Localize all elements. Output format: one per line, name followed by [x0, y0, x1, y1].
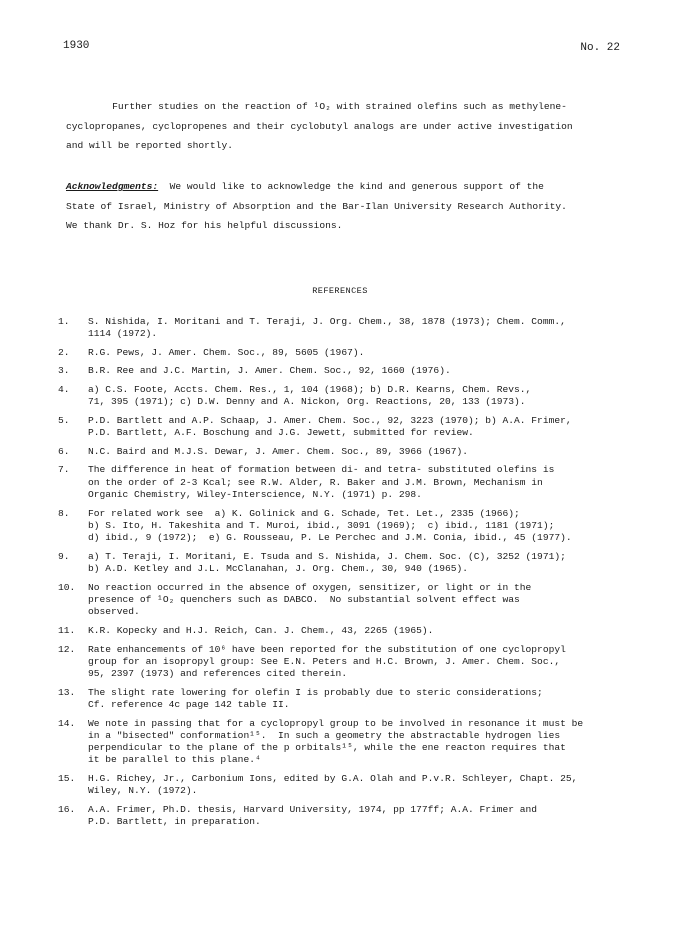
reference-text: H.G. Richey, Jr., Carbonium Ions, edited by G.A. Olah and P.v.R. Schleyer, Chapt. 25, Wiley, N.Y. (1972). [88, 773, 578, 797]
reference-number: 7. [58, 464, 70, 476]
reference-number: 8. [58, 507, 70, 519]
reference-item [58, 582, 618, 619]
reference-item [58, 365, 618, 377]
reference-number: 2. [58, 346, 70, 358]
issue-number: No. 22 [580, 42, 620, 54]
reference-number: 15. [58, 773, 76, 785]
intro-paragraph: Further studies on the reaction of ¹O₂ with strained olefins such as methylene- cyclopropanes, cyclopropenes and their cyclobutyl analogs are under active investigation and will be reported shortly. [66, 101, 573, 151]
reference-item [58, 446, 618, 458]
reference-number: 10. [58, 581, 76, 593]
reference-number: 13. [58, 686, 76, 698]
reference-text: K.R. Kopecky and H.J. Reich, Can. J. Chem., 43, 2265 (1965). [88, 624, 434, 636]
reference-text: B.R. Ree and J.C. Martin, J. Amer. Chem. Soc., 92, 1660 (1976). [88, 365, 451, 377]
reference-item [58, 508, 618, 545]
reference-number: 16. [58, 803, 76, 815]
reference-number: 4. [58, 384, 70, 396]
reference-text: The slight rate lowering for olefin I is probably due to steric considerations; Cf. reference 4c page 142 table II. [88, 686, 543, 710]
reference-text: We note in passing that for a cyclopropyl group to be involved in resonance it must be in a "bisected" conformation¹⁵. In such a geometry the abstractable hydrogen lies perpendicular to the plane of the p orbitals¹⁵, while the ene reacton requires that it be parallel to this plane.⁴ [88, 717, 584, 766]
page-number: 1930 [63, 40, 90, 52]
reference-text: a) C.S. Foote, Accts. Chem. Res., 1, 104 (1968); b) D.R. Kearns, Chem. Revs., 71, 395 (1971); c) D.W. Denny and A. Nickon, Org. Reactions, 20, 133 (1973). [88, 384, 532, 408]
reference-item [58, 384, 618, 409]
reference-item [58, 718, 618, 767]
reference-text: The difference in heat of formation between di- and tetra- substituted olefins is on the order of 2-3 Kcal; see R.W. Alder, R. Baker and J.M. Brown, Mechanism in Organic Chemistry, Wiley-Interscience, N.Y. (1971) p. 298. [88, 464, 555, 501]
reference-text: A.A. Frimer, Ph.D. thesis, Harvard University, 1974, pp 177ff; A.A. Frimer and P.D. Bartlett, in preparation. [88, 803, 538, 828]
reference-item [58, 551, 618, 576]
reference-item [58, 415, 618, 440]
reference-text: R.G. Pews, J. Amer. Chem. Soc., 89, 5605 (1967). [88, 346, 365, 358]
reference-number: 3. [58, 365, 70, 377]
reference-item [58, 347, 618, 359]
reference-item [58, 316, 618, 341]
reference-number: 5. [58, 414, 70, 426]
references-list [58, 316, 618, 835]
reference-text: S. Nishida, I. Moritani and T. Teraji, J. Org. Chem., 38, 1878 (1973); Chem. Comm., 1114 (1972). [88, 316, 566, 340]
reference-text: a) T. Teraji, I. Moritani, E. Tsuda and S. Nishida, J. Chem. Soc. (C), 3252 (1971); b) A.D. Ketley and J.L. McClanahan, J. Org. Chem., 30, 940 (1965). [88, 550, 566, 575]
reference-text: Rate enhancements of 10⁶ have been reported for the substitution of one cyclopropyl group for an isopropyl group: See E.N. Peters and H.C. Brown, J. Amer. Chem. Soc., 95, 2397 (1973) and references cited therein. [88, 643, 566, 680]
reference-number: 11. [58, 624, 76, 636]
reference-number: 9. [58, 550, 70, 562]
reference-number: 1. [58, 316, 70, 327]
reference-item [58, 773, 618, 798]
acknowledgments-text: We would like to acknowledge the kind and generous support of the State of Israel, Ministry of Absorption and the Bar-Ilan University Research Authority. We thank Dr. S. Hoz for his helpful discussions. [66, 181, 567, 231]
reference-text: N.C. Baird and M.J.S. Dewar, J. Amer. Chem. Soc., 89, 3966 (1967). [88, 445, 468, 457]
reference-text: For related work see a) K. Golinick and G. Schade, Tet. Let., 2335 (1966); b) S. Ito, H. Takeshita and T. Muroi, ibid., 3091 (1969); c) ibid., 1181 (1971); d) ibid., 9 (1972); e) G. Rousseau, P. Le Perchec and J.M. Conia, ibid., 45 (1977). [88, 507, 572, 544]
references-heading: REFERENCES [312, 286, 368, 296]
reference-text: No reaction occurred in the absence of oxygen, sensitizer, or light or in the presence of ¹O₂ quenchers such as DABCO. No substantial solvent effect was observed. [88, 581, 532, 618]
acknowledgments-paragraph [66, 177, 606, 236]
reference-item [58, 804, 618, 829]
reference-item [58, 625, 618, 637]
acknowledgments-label: Acknowledgments: [66, 181, 159, 192]
reference-text: P.D. Bartlett and A.P. Schaap, J. Amer. Chem. Soc., 92, 3223 (1970); b) A.A. Frimer, P.D. Bartlett, A.F. Boschung and J.G. Jewett, submitted for review. [88, 414, 572, 439]
reference-number: 14. [58, 717, 76, 729]
reference-number: 6. [58, 445, 70, 457]
reference-item [58, 644, 618, 681]
reference-item [58, 687, 618, 712]
reference-number: 12. [58, 643, 76, 655]
reference-item [58, 464, 618, 501]
